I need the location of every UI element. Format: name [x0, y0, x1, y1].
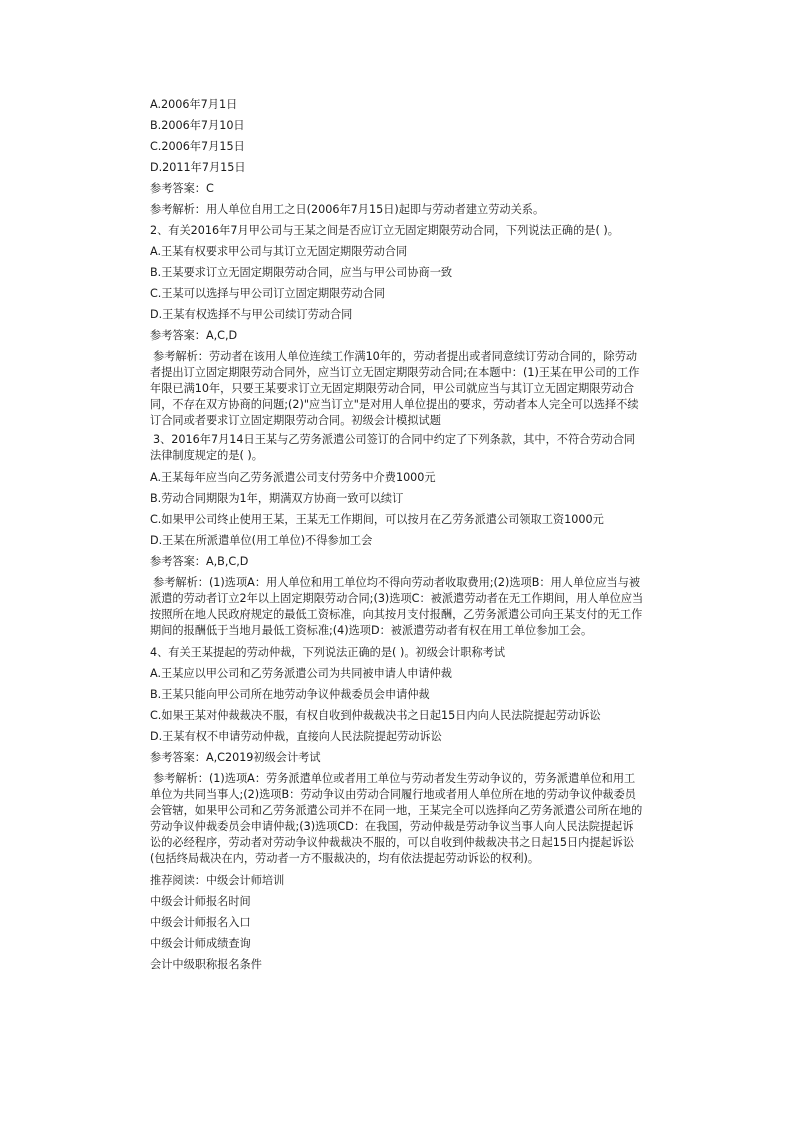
recommend-heading: 推荐阅读：中级会计师培训	[150, 874, 285, 887]
q1-answer: 参考答案：C	[150, 182, 214, 195]
q4-answer: 参考答案：A,C2019初级会计考试	[150, 751, 321, 764]
q1-option-a: A.2006年7月1日	[150, 98, 238, 111]
recommend-link[interactable]: 会计中级职称报名条件	[150, 958, 262, 971]
q2-question: 2、有关2016年7月甲公司与王某之间是否应订立无固定期限劳动合同，下列说法正确的是( )。	[150, 224, 619, 237]
q1-analysis: 参考解析：用人单位自用工之日(2006年7月15日)起即与劳动者建立劳动关系。	[150, 203, 545, 216]
q2-option-c: C.王某可以选择与甲公司订立固定期限劳动合同	[150, 287, 386, 300]
q1-option-d: D.2011年7月15日	[150, 161, 246, 174]
q4-option-a: A.王某应以甲公司和乙劳务派遣公司为共同被申请人申请仲裁	[150, 667, 452, 680]
q2-answer: 参考答案：A,C,D	[150, 329, 238, 342]
q2-option-a: A.王某有权要求甲公司与其订立无固定期限劳动合同	[150, 245, 408, 258]
q4-option-b: B.王某只能向甲公司所在地劳动争议仲裁委员会申请仲裁	[150, 688, 430, 701]
q1-option-c: C.2006年7月15日	[150, 140, 245, 153]
q3-option-a: A.王某每年应当向乙劳务派遣公司支付劳务中介费1000元	[150, 471, 436, 484]
q1-option-b: B.2006年7月10日	[150, 119, 245, 132]
q4-question: 4、有关王某提起的劳动仲裁，下列说法正确的是( )。初级会计职称考试	[150, 646, 506, 659]
q4-option-c: C.如果王某对仲裁裁决不服，有权自收到仲裁裁决书之日起15日内向人民法院提起劳动诉讼	[150, 709, 601, 722]
q3-option-d: D.王某在所派遣单位(用工单位)不得参加工会	[150, 534, 373, 547]
recommend-link[interactable]: 中级会计师成绩查询	[150, 937, 251, 950]
q3-answer: 参考答案：A,B,C,D	[150, 555, 249, 568]
q3-option-b: B.劳动合同期限为1年，期满双方协商一致可以续订	[150, 492, 404, 505]
q3-question: 3、2016年7月14日王某与乙劳务派遣公司签订的合同中约定了下列条款，其中，不符合劳动合同法律制度规定的是( )。	[150, 433, 636, 462]
q3-analysis: 参考解析：(1)选项A：用人单位和用工单位均不得向劳动者收取费用;(2)选项B：用人单位应当与被派遣的劳动者订立2年以上固定期限劳动合同;(3)选项C：被派遣劳动者在无工作期间，用人单位应当按照所在地人民政府规定的最低工资标准，向其按月支付报酬，乙劳务派遣公司向王某支付的无工作期间的报酬低于当地月最低工资标准;(4)选项D：被派遣劳动者有权在用工单位参加工会。	[150, 576, 644, 637]
q2-option-d: D.王某有权选择不与甲公司续订劳动合同	[150, 308, 353, 321]
q2-analysis: 参考解析：劳动者在该用人单位连续工作满10年的，劳动者提出或者同意续订劳动合同的，除劳动者提出订立固定期限劳动合同外，应当订立无固定期限劳动合同;在本题中：(1)王某在甲公司的工作年限已满10年，只要王某要求订立无固定期限劳动合同，甲公司就应当与其订立无固定期限劳动合同，不存在双方协商的问题;(2)"应当订立"是对用人单位提出的要求，劳动者本人完全可以选择不续订合同或者要求订立固定期限劳动合同。初级会计模拟试题	[150, 350, 640, 427]
document-body	[150, 94, 644, 975]
q4-option-d: D.王某有权不申请劳动仲裁，直接向人民法院提起劳动诉讼	[150, 730, 442, 743]
recommend-link[interactable]: 中级会计师报名入口	[150, 916, 251, 929]
q3-option-c: C.如果甲公司终止使用王某，王某无工作期间，可以按月在乙劳务派遣公司领取工资1000元	[150, 513, 604, 526]
q2-option-b: B.王某要求订立无固定期限劳动合同，应当与甲公司协商一致	[150, 266, 453, 279]
recommend-link[interactable]: 中级会计师报名时间	[150, 895, 251, 908]
q4-analysis: 参考解析：(1)选项A：劳务派遣单位或者用工单位与劳动者发生劳动争议的，劳务派遣单位和用工单位为共同当事人;(2)选项B：劳动争议由劳动合同履行地或者用人单位所在地的劳动争议仲裁委员会管辖，如果甲公司和乙劳务派遣公司并不在同一地，王某完全可以选择向乙劳务派遣公司所在地的劳动争议仲裁委员会申请仲裁;(3)选项CD：在我国，劳动仲裁是劳动争议当事人向人民法院提起诉讼的必经程序，劳动者对劳动争议仲裁裁决不服的，可以自收到仲裁裁决书之日起15日内提起诉讼(包括终局裁决在内，劳动者一方不服裁决的，均有依法提起劳动诉讼的权利)。	[150, 772, 643, 865]
